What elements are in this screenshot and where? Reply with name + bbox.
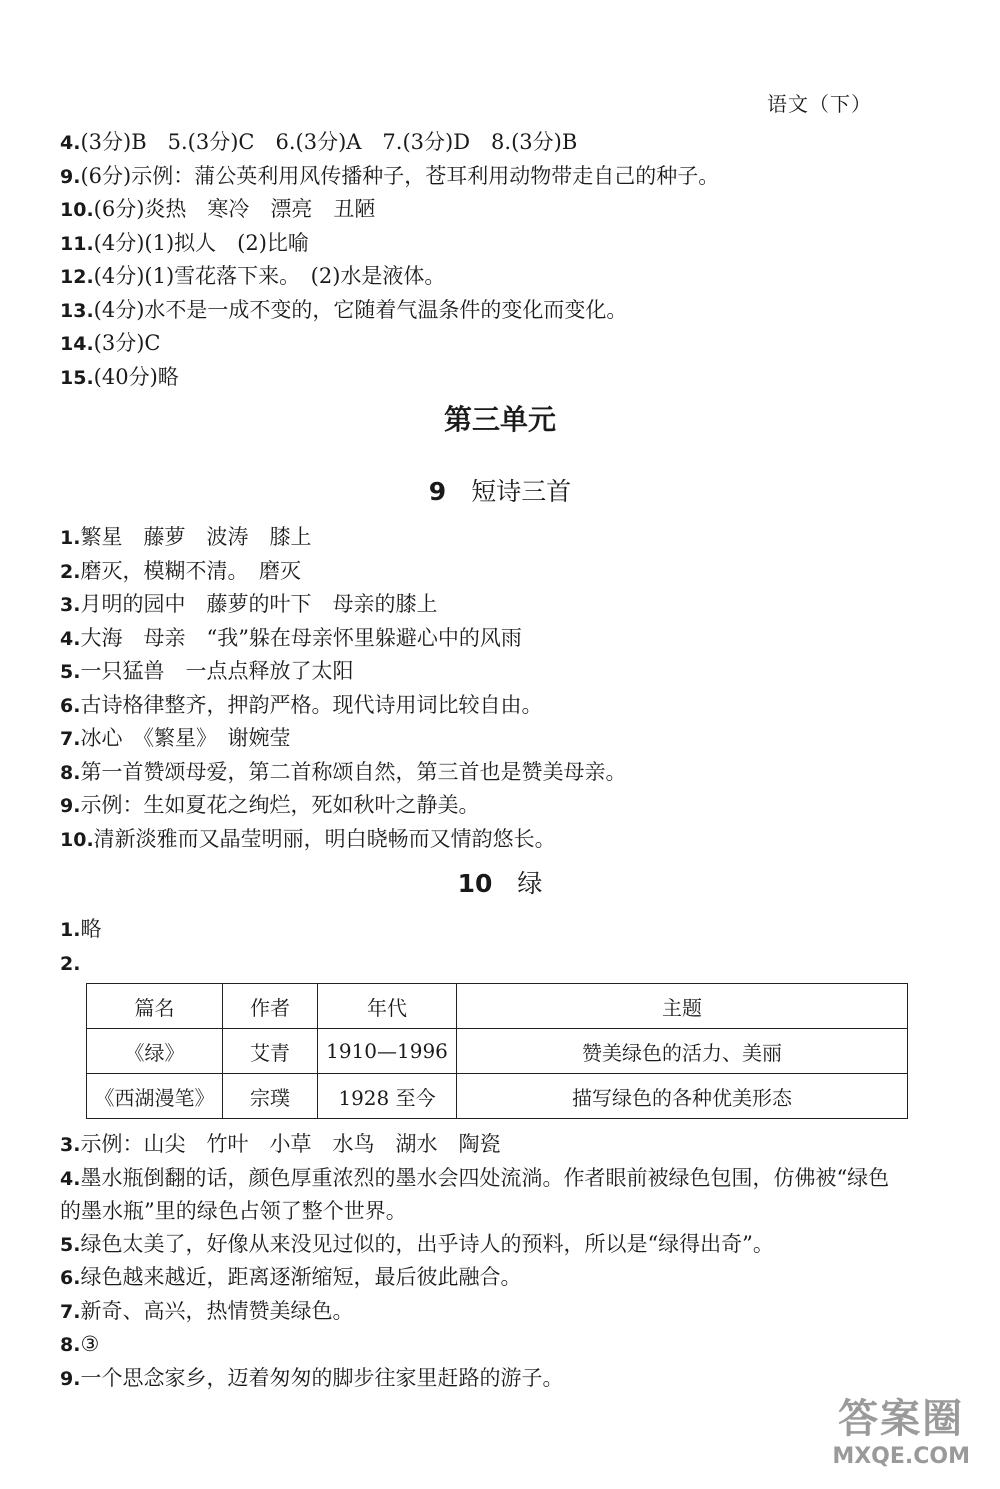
table-cell: 1928 至今	[318, 1074, 457, 1119]
answer-line: 9.(6分)示例：蒲公英利用风传播种子，苍耳利用动物带走自己的种子。	[60, 163, 720, 188]
lesson9-answers	[60, 521, 908, 856]
answer-line: 15.(40分)略	[60, 364, 179, 389]
table-header-cell: 篇名	[87, 984, 223, 1029]
table-cell: 艾青	[223, 1029, 318, 1074]
answer-line: 3.月明的园中 藤萝的叶下 母亲的膝上	[60, 592, 438, 616]
table-cell: 宗璞	[223, 1074, 318, 1119]
answer-line: 13.(4分)水不是一成不变的，它随着气温条件的变化而变化。	[60, 297, 628, 322]
answer-line: 11.(4分)(1)拟人 (2)比喻	[60, 230, 309, 255]
watermark-logo-text: 答案圈	[838, 1396, 965, 1442]
lesson10-title: 10 绿	[457, 869, 543, 898]
answer-line: 4.墨水瓶倒翻的话，颜色厚重浓烈的墨水会四处流淌。作者眼前被绿色包围，仿佛被“绿色的墨水瓶”里的绿色占领了整个世界。	[60, 1165, 890, 1223]
answer-line: 14.(3分)C	[60, 331, 161, 355]
lesson9-title: 9 短诗三首	[428, 477, 572, 506]
table-row	[87, 1029, 908, 1074]
table-cell: 描写绿色的各种优美形态	[457, 1074, 908, 1119]
table-header-cell: 年代	[318, 984, 457, 1029]
table-header-cell: 主题	[457, 984, 908, 1029]
answer-line: 5.一只猛兽 一点点释放了太阳	[60, 659, 354, 683]
page-header-subject: 语文（下）	[767, 92, 872, 116]
table-cell: 《西湖漫笔》	[87, 1074, 223, 1119]
answer-line: 8.③	[60, 1332, 100, 1356]
watermark-url: MXQE.COM	[832, 1444, 970, 1469]
answer-line: 1.繁星 藤萝 波涛 膝上	[60, 525, 312, 549]
answer-table	[86, 983, 908, 1119]
answer-line: 12.(4分)(1)雪花落下来。 (2)水是液体。	[60, 264, 446, 288]
answer-line: 6.绿色越来越近，距离逐渐缩短，最后彼此融合。	[60, 1265, 522, 1289]
answer-line: 10.清新淡雅而又晶莹明丽，明白晓畅而又情韵悠长。	[60, 826, 556, 851]
table-header-cell: 作者	[223, 984, 318, 1029]
answer-line: 6.古诗格律整齐，押韵严格。现代诗用词比较自由。	[60, 692, 543, 717]
answer-line: 3.示例：山尖 竹叶 小草 水鸟 湖水 陶瓷	[60, 1132, 501, 1156]
answer-line: 1.略	[60, 917, 102, 941]
table-header-row	[87, 984, 908, 1029]
table-cell: 赞美绿色的活力、美丽	[457, 1029, 908, 1074]
answer-line: 2.磨灭，模糊不清。 磨灭	[60, 558, 301, 583]
answer-line: 7.新奇、高兴，热情赞美绿色。	[60, 1298, 354, 1323]
watermark	[832, 1387, 970, 1469]
answer-line: 5.绿色太美了，好像从来没见过似的，出乎诗人的预料，所以是“绿得出奇”。	[60, 1231, 774, 1256]
unit-title: 第三单元	[443, 403, 556, 436]
table-cell: 《绿》	[87, 1029, 223, 1074]
answer-line: 9.一个思念家乡，迈着匆匆的脚步往家里赶路的游子。	[60, 1365, 564, 1390]
table-cell: 1910—1996	[318, 1029, 457, 1074]
part1-answers	[60, 126, 908, 394]
answer-line: 7.冰心 《繁星》 谢婉莹	[60, 726, 291, 750]
answer-line: 8.第一首赞颂母爱，第二首称颂自然，第三首也是赞美母亲。	[60, 759, 627, 784]
lesson10-answers-before-table	[60, 913, 908, 980]
answer-line: 2.	[60, 952, 81, 975]
answer-line: 4.大海 母亲 “我”躲在母亲怀里躲避心中的风雨	[60, 625, 522, 650]
answer-line: 4.(3分)B 5.(3分)C 6.(3分)A 7.(3分)D 8.(3分)B	[60, 130, 578, 154]
answer-line: 9.示例：生如夏花之绚烂，死如秋叶之静美。	[60, 793, 480, 817]
lesson10-answers-after-table	[60, 1128, 908, 1395]
answer-line: 10.(6分)炎热 寒冷 漂亮 丑陋	[60, 197, 376, 221]
table-row	[87, 1074, 908, 1119]
